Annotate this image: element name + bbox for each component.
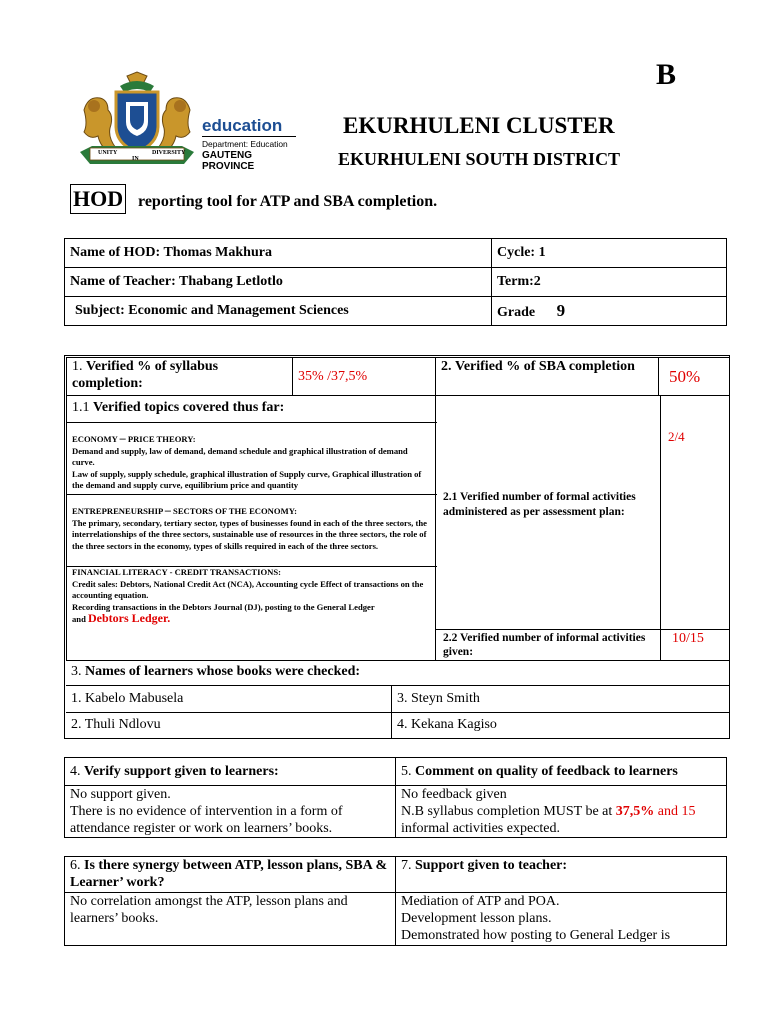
term: Term:2 — [492, 268, 727, 297]
s7-head — [396, 857, 727, 893]
sba-value: 50% — [659, 358, 730, 396]
s5-and: and 15 — [657, 804, 696, 819]
logo-dept: Department: Education — [202, 139, 288, 149]
syllabus-value: 35% /37,5% — [293, 358, 436, 396]
s22-value: 10/15 — [672, 631, 704, 646]
s4-head — [65, 758, 396, 786]
s1-num: 1. — [72, 359, 83, 374]
learner-vline — [391, 686, 392, 738]
s4-line2: There is no evidence of intervention in a form of attendance register or work on learners’ books. — [70, 804, 343, 836]
grade-value: 9 — [556, 301, 566, 320]
s5-post: informal activities expected. — [401, 821, 560, 836]
info-table — [64, 238, 727, 326]
divider-2 — [67, 494, 437, 495]
learner-2: 2. Thuli Ndlovu — [71, 717, 161, 732]
s5-body — [396, 786, 727, 838]
economy-line2: Law of supply, supply schedule, graphical illustration of Supply curve, Graphical illustration of the demand and supply curve, equilibrium price and quantity — [72, 468, 422, 491]
s5-label: Comment on quality of feedback to learners — [415, 764, 678, 779]
entre-title: ENTREPRENEURSHIP — [72, 506, 163, 516]
s2-label: Verified % of SBA completion — [455, 359, 635, 374]
s21-value: 2/4 — [668, 429, 685, 444]
syllabus-label-cell — [67, 358, 293, 396]
s22-label: 2.2 Verified number of informal activities given: — [443, 632, 646, 658]
entre-heading — [72, 505, 432, 518]
s3-num: 3. — [71, 664, 82, 679]
entre-text: The primary, secondary, tertiary sector, types of businesses found in each of the three sectors, the interrelationships of the three sectors, sustainable use of resources in the three sectors, the role of the three sectors in the economy, types of skills required in each of the three sectors. — [72, 517, 427, 551]
economy-sub: PRICE THEORY: — [127, 434, 196, 444]
s6-body: No correlation amongst the ATP, lesson plans and learners’ books. — [65, 893, 396, 946]
s2-num: 2. — [441, 359, 452, 374]
s5-pct: 37,5% — [615, 804, 655, 819]
cycle: Cycle: 1 — [492, 239, 727, 268]
subject: Subject: Economic and Management Sciences — [65, 297, 492, 326]
logo-province: GAUTENG PROVINCE — [202, 150, 255, 172]
s4-num: 4. — [70, 764, 81, 779]
economy-line1: Demand and supply, law of demand, demand schedule and graphical illustration of demand curve. — [72, 445, 408, 468]
entre-block — [72, 505, 432, 552]
verify-table — [66, 357, 730, 396]
learner-4: 4. Kekana Kagiso — [397, 717, 497, 732]
s4-label: Verify support given to learners: — [84, 764, 279, 779]
ribbon-mid: IN — [132, 156, 139, 162]
learner-hline — [66, 712, 730, 713]
grade-cell — [492, 297, 727, 326]
gauteng-logo — [72, 70, 304, 170]
s11-num: 1.1 — [72, 400, 90, 415]
s5-num: 5. — [401, 764, 412, 779]
s11-heading — [72, 400, 284, 416]
s21-block — [436, 395, 730, 630]
s7-label: Support given to teacher: — [415, 858, 568, 873]
learner-3: 3. Steyn Smith — [397, 691, 480, 706]
s7-num: 7. — [401, 858, 412, 873]
entre-sub: SECTORS OF THE ECONOMY: — [173, 506, 297, 516]
economy-title: ECONOMY — [72, 434, 118, 444]
district-title: EKURHULENI SOUTH DISTRICT — [338, 149, 621, 169]
s7-line3: Demonstrated how posting to General Ledger is — [401, 928, 671, 943]
s7-body — [396, 893, 727, 946]
entre-dash: – — [164, 503, 171, 517]
s5-line1: No feedback given — [401, 787, 507, 802]
fin-red: Debtors Ledger. — [88, 611, 171, 626]
subtitle: reporting tool for ATP and SBA completion. — [138, 193, 438, 210]
fin-line2: Recording transactions in the Debtors Journal (DJ), posting to the General Ledger — [72, 601, 375, 612]
s5-line2 — [401, 803, 721, 820]
economy-block — [72, 433, 432, 492]
divider-1 — [67, 422, 437, 423]
fin-block — [72, 567, 432, 626]
s1-label: Verified % of syllabus completion: — [72, 359, 219, 391]
s4-body — [65, 786, 396, 838]
s21-label: 2.1 Verified number of formal activities administered as per assessment plan: — [443, 491, 636, 518]
s5-head — [396, 758, 727, 786]
economy-dash: – — [119, 431, 126, 445]
logo-education: education — [202, 116, 283, 135]
s6-num: 6. — [70, 858, 81, 873]
teacher-name: Name of Teacher: Thabang Letlotlo — [65, 268, 492, 297]
support-table — [64, 757, 727, 838]
s6-head — [65, 857, 396, 893]
fin-line1: Credit sales: Debtors, National Credit Act (NCA), Accounting cycle Effect of transactions on the accounting equation. — [72, 578, 424, 601]
learner-grid — [66, 686, 730, 738]
ribbon-right: DIVERSITY — [152, 150, 186, 156]
synergy-table — [64, 856, 727, 946]
grade-label: Grade — [497, 305, 536, 320]
fin-line3 — [72, 613, 432, 626]
s7-line2: Development lesson plans. — [401, 911, 552, 926]
sba-label-cell — [436, 358, 659, 396]
s5-pre: N.B syllabus completion MUST be at — [401, 804, 613, 819]
economy-heading — [72, 433, 432, 446]
ribbon-left: UNITY — [98, 150, 118, 156]
page-letter: B — [656, 58, 677, 91]
s6-label: Is there synergy between ATP, lesson plans, SBA & Learner’ work? — [70, 858, 388, 890]
logo-rule — [202, 136, 296, 137]
s3-row — [66, 660, 730, 686]
hod-name: Name of HOD: Thomas Makhura — [65, 239, 492, 268]
hod-box: HOD — [70, 184, 126, 214]
fin-and: and — [72, 614, 86, 625]
s3-label: Names of learners whose books were checked: — [85, 664, 361, 679]
s7-line1: Mediation of ATP and POA. — [401, 894, 560, 909]
topics-block — [66, 395, 436, 660]
s21-vline — [660, 395, 661, 660]
s4-line1: No support given. — [70, 787, 171, 802]
cluster-title: EKURHULENI CLUSTER — [343, 113, 615, 138]
s11-label: Verified topics covered thus far: — [93, 400, 285, 415]
fin-title: FINANCIAL LITERACY - CREDIT TRANSACTIONS: — [72, 567, 281, 577]
s22-block — [436, 630, 730, 660]
learner-1: 1. Kabelo Mabusela — [71, 691, 184, 706]
